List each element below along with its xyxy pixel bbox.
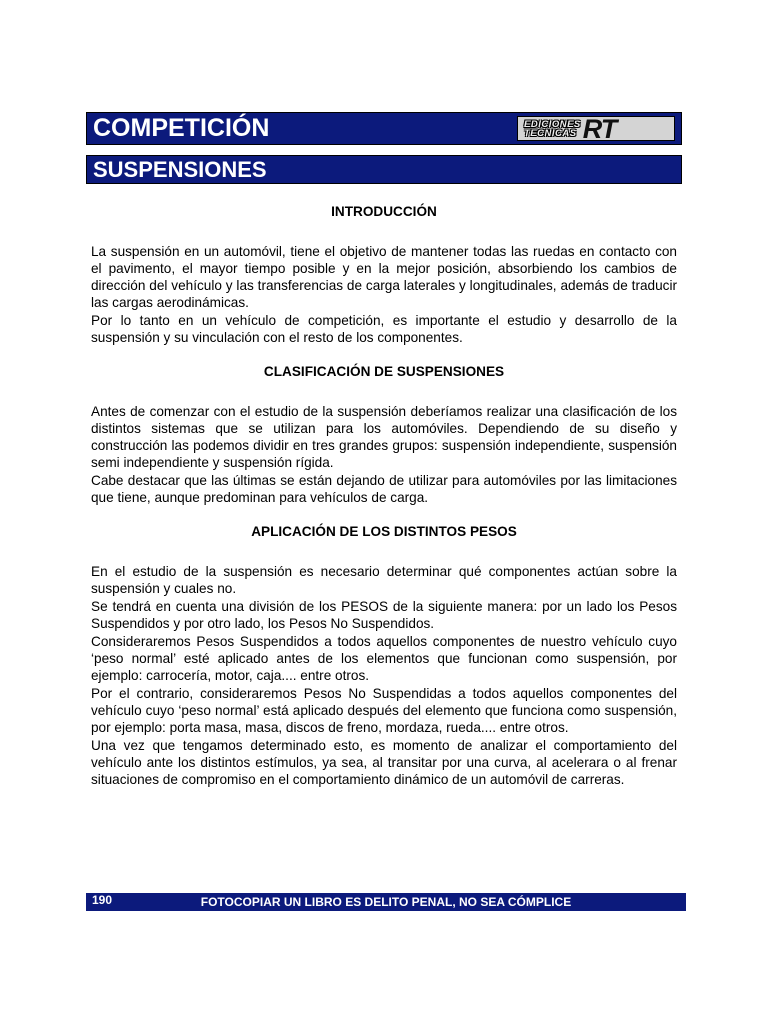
paragraph: Se tendrá en cuenta una división de los PESOS de la siguiente manera: por un lado los Pesos Suspendidos y por otro lado, los Pesos No Suspendidos. (91, 599, 677, 631)
paragraph: La suspensión en un automóvil, tiene el objetivo de mantener todas las ruedas en contacto con el pavimento, el mayor tiempo posible y en la mejor posición, absorbiendo los cambios de dirección del vehículo y las transferencias de carga laterales y longitudinales, además de traducir las cargas aerodinámicas. (91, 244, 677, 310)
page-footer (86, 893, 686, 911)
paragraph: Por el contrario, consideraremos Pesos No Suspendidas a todos aquellos componentes del vehículo cuyo ‘peso normal’ está aplicado después del elemento que funciona como suspensión, por ejemplo: porta masa, masa, discos de freno, mordaza, rueda.... entre otros. (91, 686, 677, 735)
chapter-title-bar (86, 112, 682, 145)
section-heading: CLASIFICACIÓN DE SUSPENSIONES (263, 364, 505, 379)
logo-text (518, 120, 581, 138)
section-heading: INTRODUCCIÓN (331, 204, 437, 219)
paragraph: Una vez que tengamos determinado esto, es momento de analizar el comportamiento del vehículo ante los distintos estímulos, ya sea, al transitar por una curva, al acelerara o al frenar situaciones de compromiso en el comportamiento dinámico de un automóvil de carreras. (91, 738, 677, 787)
section-title-bar (86, 155, 682, 184)
section-title: SUSPENSIONES (93, 157, 267, 182)
paragraph: En el estudio de la suspensión es necesario determinar qué componentes actúan sobre la suspensión y cuales no. (91, 564, 677, 596)
logo-line1: EDICIONES (524, 118, 581, 130)
logo-line2: TECNICAS (524, 127, 577, 139)
paragraph: Antes de comenzar con el estudio de la suspensión deberíamos realizar una clasificación de los distintos sistemas que se utilizan para los automóviles. Dependiendo de su diseño y construcción las podemos dividir en tres grandes grupos: suspensión independiente, suspensión semi independiente y suspensión rígida. (91, 404, 677, 470)
copyright-notice: FOTOCOPIAR UN LIBRO ES DELITO PENAL, NO SEA CÓMPLICE (200, 895, 572, 909)
page-number: 190 (92, 893, 113, 907)
ediciones-tecnicas-rt-logo (517, 116, 675, 141)
paragraph: Por lo tanto en un vehículo de competición, es importante el estudio y desarrollo de la suspensión y su vinculación con el resto de los componentes. (91, 313, 677, 345)
paragraph: Consideraremos Pesos Suspendidos a todos aquellos componentes de nuestro vehículo cuyo ‘peso normal’ esté aplicado antes de los elementos que funcionan como suspensión, por ejemplo: carrocería, motor, caja.... entre otros. (91, 634, 677, 683)
chapter-title: COMPETICIÓN (93, 114, 270, 142)
paragraph: Cabe destacar que las últimas se están dejando de utilizar para automóviles por las limitaciones que tiene, aunque predominan para vehículos de carga. (91, 473, 677, 505)
section-heading: APLICACIÓN DE LOS DISTINTOS PESOS (251, 524, 517, 539)
page-body (91, 203, 677, 789)
logo-mark: RT (582, 116, 617, 141)
